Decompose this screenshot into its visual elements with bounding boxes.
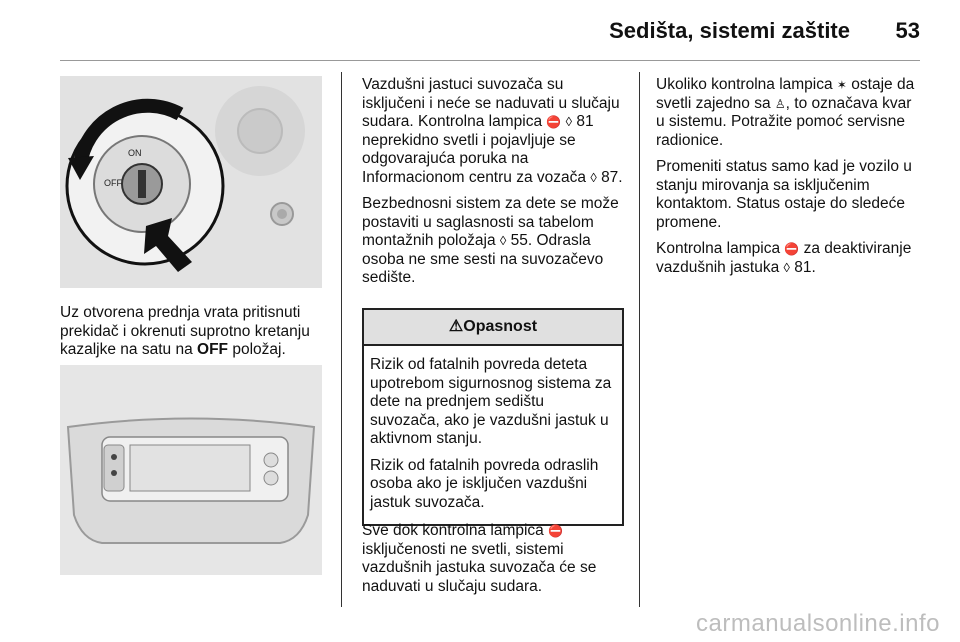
child-seat-paragraph: Bezbednosni sistem za dete se može postaviti u saglasnosti sa tabelom montažnih položaja ◊ 55. Odrasla osoba ne sme sesti na suvozačevo sedište.	[362, 195, 619, 286]
danger-text-1: Rizik od fatalnih povreda deteta upotrebom sigurnosnog sistema za dete na prednjem sedištu suvozača, ako je vazdušni jastuk u aktivnom stanju.	[370, 356, 612, 447]
seat-icon: ♙	[774, 96, 786, 111]
airbag-off-icon: ⛔	[546, 115, 562, 129]
danger-box	[362, 308, 624, 526]
warning-triangle-icon: ⚠	[448, 318, 464, 335]
lamp-reference-paragraph: Kontrolna lampica ⛔ za deaktiviranje vazdušnih jastuka ◊ 81.	[656, 240, 912, 276]
airbag-icon: ✶	[836, 78, 847, 92]
fault-paragraph: Ukoliko kontrolna lampica ✶ ostaje da svetli zajedno sa ♙, to označava kvar u sistemu. Potražite pomoć servisne radionice.	[656, 76, 915, 149]
off-keyword: OFF	[197, 341, 229, 358]
airbag-on-paragraph: Sve dok kontrolna lampica ⛔ isključenosti ne svetli, sistemi vazdušnih jastuka suvozača će se naduvati u slučaju sudara.	[362, 522, 597, 595]
ref-page-87[interactable]: 87.	[601, 168, 623, 186]
danger-title: Opasnost	[463, 318, 538, 335]
ref-arrow-icon: ◊	[590, 169, 597, 185]
column-3-text	[656, 76, 924, 285]
watermark: carmanualsonline.info	[696, 610, 940, 637]
danger-text-2: Rizik od fatalnih povreda odraslih osoba ako je isključen vazdušni jastuk suvozača.	[370, 456, 599, 511]
column-2-bottom-text	[362, 522, 624, 604]
column-rule-2	[639, 72, 640, 607]
ref-page-81b[interactable]: 81.	[794, 258, 816, 276]
ref-arrow-icon: ◊	[565, 114, 573, 129]
column-rule-1	[341, 72, 342, 607]
airbag-switch-illustration	[60, 76, 322, 288]
ref-page-55[interactable]: 55	[510, 232, 528, 249]
airbag-switch-figure	[60, 76, 322, 288]
danger-box-body	[364, 346, 622, 524]
switch-off-label: OFF	[104, 178, 122, 188]
ref-arrow-icon: ◊	[783, 259, 790, 275]
airbag-off-icon: ⛔	[548, 524, 564, 538]
status-change-paragraph: Promeniti status samo kad je vozilo u stanju mirovanja sa isključenim kontaktom. Status ostaje do sledeće promene.	[656, 158, 912, 231]
page-number: 53	[895, 18, 920, 43]
switch-instruction: Uz otvorena prednja vrata pritisnuti prekidač i okrenuti suprotno kretanju kazaljke na satu na OFF položaj.	[60, 304, 310, 358]
column-1-text	[60, 304, 324, 368]
ref-arrow-icon: ◊	[499, 233, 507, 248]
header-title: Sedišta, sistemi zaštite	[609, 18, 850, 43]
danger-box-header	[364, 310, 622, 346]
airbag-lamp-panel	[60, 365, 322, 575]
airbag-off-paragraph: Vazdušni jastuci suvozača su isključeni i neće se naduvati u slučaju sudara. Kontrolna lampica ⛔ ◊ 81 neprekidno svetli i pojavljuje se odgovarajuća poruka na Informacionom centru za vozača ◊ 87.	[362, 76, 623, 186]
airbag-off-icon: ⛔	[784, 242, 800, 256]
column-2-text	[362, 76, 624, 296]
switch-on-label: ON	[128, 148, 142, 158]
airbag-lamp-figure	[60, 365, 322, 575]
header-rule	[60, 60, 920, 61]
ref-page-81[interactable]: 81	[576, 113, 594, 130]
